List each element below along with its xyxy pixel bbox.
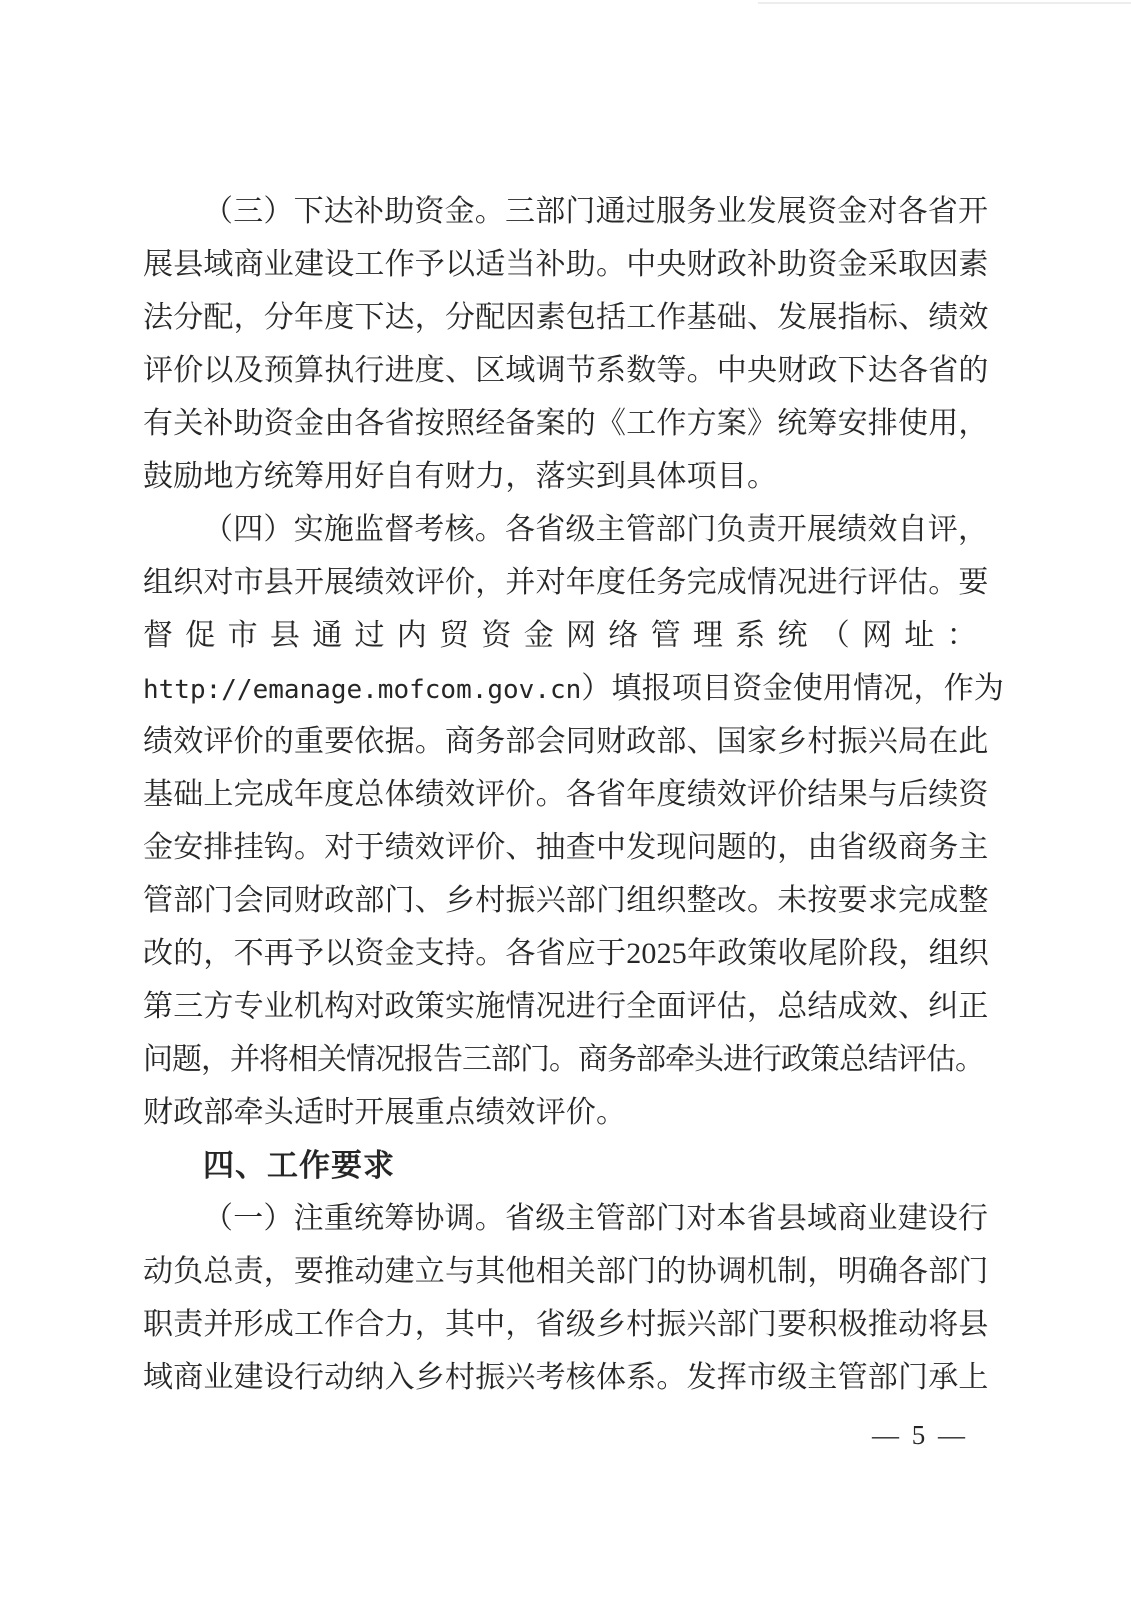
text-line: 管部门会同财政部门、乡村振兴部门组织整改。未按要求完成整 [143, 884, 989, 917]
text-line-with-url [143, 662, 1005, 715]
url-text: http://emanage.mofcom.gov.cn [143, 675, 582, 705]
scan-artifact-line [758, 2, 1131, 4]
text-line: 动负总责，要推动建立与其他相关部门的协调机制，明确各部门 [143, 1255, 989, 1288]
text-line: （一）注重统筹协调。省级主管部门对本省县域商业建设行 [203, 1202, 989, 1235]
text-line: 第三方专业机构对政策实施情况进行全面评估，总结成效、纠正 [143, 990, 989, 1023]
text-line: 评价以及预算执行进度、区域调节系数等。中央财政下达各省的 [143, 354, 989, 387]
text-line: 有关补助资金由各省按照经备案的《工作方案》统筹安排使用， [143, 407, 989, 440]
text-line: 法分配，分年度下达，分配因素包括工作基础、发展指标、绩效 [143, 301, 989, 334]
text-line: 财政部牵头适时开展重点绩效评价。 [143, 1096, 627, 1129]
text-line: 绩效评价的重要依据。商务部会同财政部、国家乡村振兴局在此 [143, 725, 989, 758]
text-line-rest: ）填报项目资金使用情况，作为 [581, 672, 1005, 705]
text-line: 组织对市县开展绩效评价，并对年度任务完成情况进行评估。要 [143, 566, 989, 599]
section-heading: 四、工作要求 [203, 1148, 395, 1183]
body-text [143, 185, 1005, 1404]
text-line: 鼓励地方统筹用好自有财力，落实到具体项目。 [143, 460, 778, 493]
text-line: 域商业建设行动纳入乡村振兴考核体系。发挥市级主管部门承上 [143, 1361, 989, 1394]
text-line: 问题，并将相关情况报告三部门。商务部牵头进行政策总结评估。 [143, 1043, 984, 1076]
text-line: 展县域商业建设工作予以适当补助。中央财政补助资金采取因素 [143, 248, 989, 281]
text-line: 金安排挂钩。对于绩效评价、抽查中发现问题的，由省级商务主 [143, 831, 989, 864]
page-number: — 5 — [872, 1420, 968, 1450]
text-line: （四）实施监督考核。各省级主管部门负责开展绩效自评， [203, 513, 989, 546]
text-line: 督促市县通过内贸资金网络管理系统（网址： [143, 619, 989, 652]
text-line: （三）下达补助资金。三部门通过服务业发展资金对各省开 [203, 195, 989, 228]
text-line: 职责并形成工作合力，其中，省级乡村振兴部门要积极推动将县 [143, 1308, 989, 1341]
text-line: 改的，不再予以资金支持。各省应于2025年政策收尾阶段，组织 [143, 937, 989, 970]
text-line: 基础上完成年度总体绩效评价。各省年度绩效评价结果与后续资 [143, 778, 989, 811]
